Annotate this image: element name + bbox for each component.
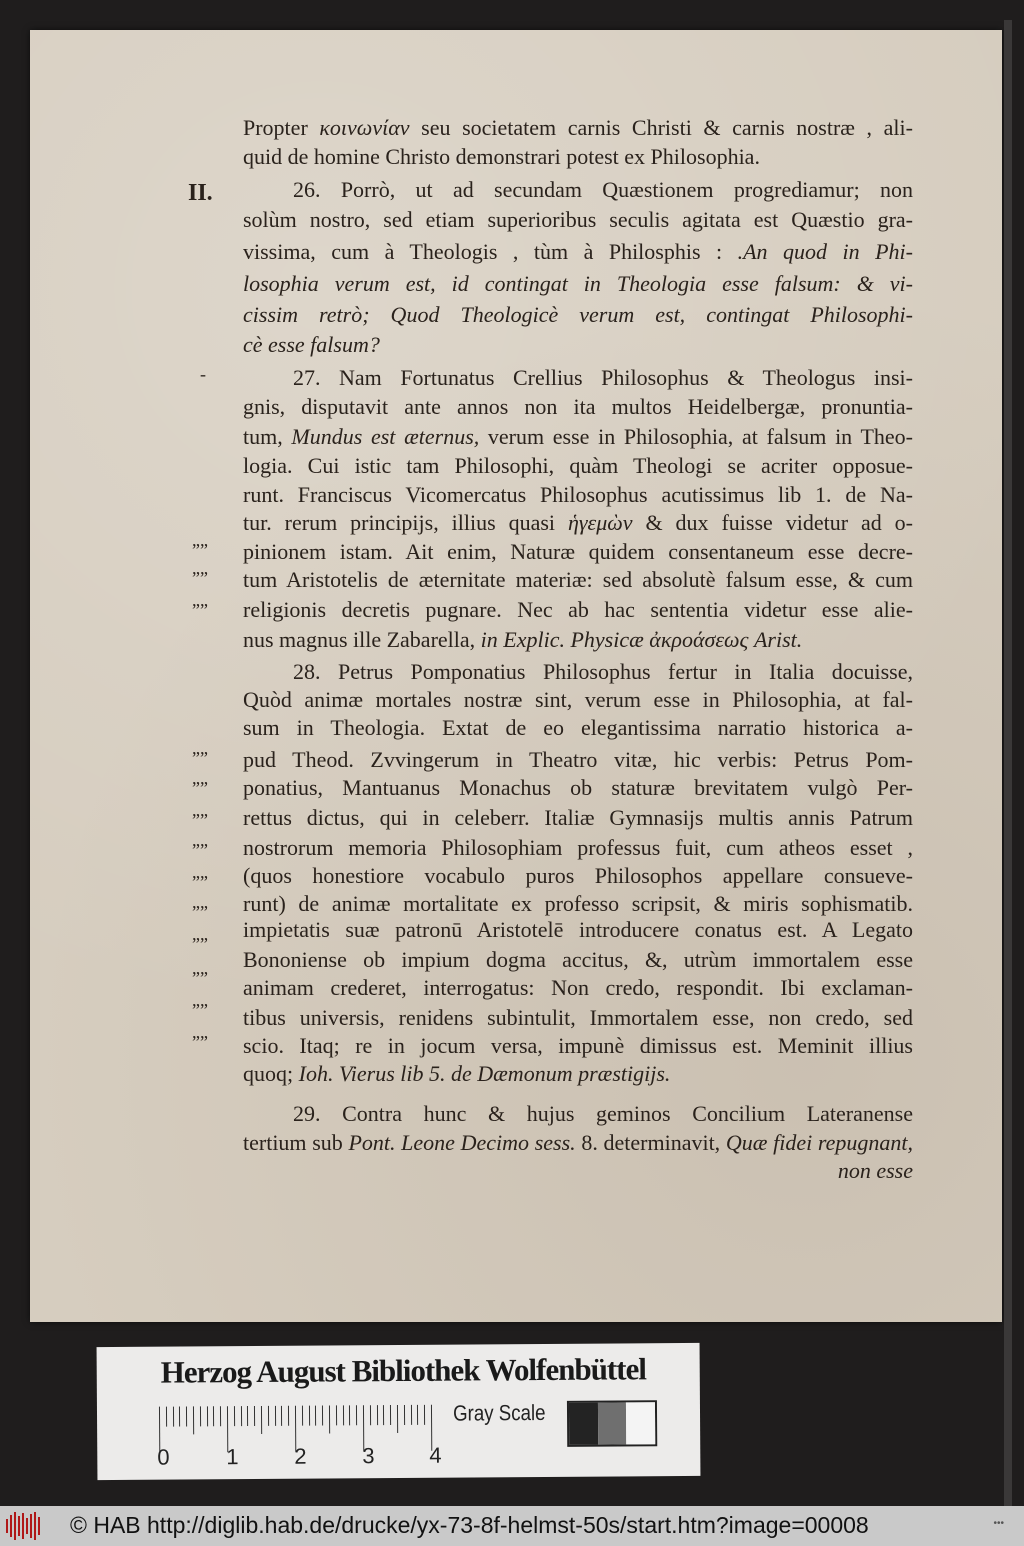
swatch-white <box>626 1402 655 1444</box>
ruler-tick <box>315 1406 316 1426</box>
ruler-tick <box>336 1405 337 1425</box>
copyright-url[interactable]: © HAB http://diglib.hab.de/drucke/yx-73-8f-helmst-50s/start.htm?image=00008 <box>70 1512 869 1538</box>
text-segment: religionis decretis pugnare. Nec ab hac sententia videtur esse alie- <box>243 597 913 622</box>
text-line <box>243 332 913 358</box>
text-line <box>243 510 913 536</box>
text-segment: Quòd animæ mortales nostræ sint, verum esse in Philosophia, at fal- <box>243 687 913 712</box>
text-line <box>243 453 913 479</box>
margin-quote-mark: ”” <box>192 934 208 954</box>
ruler-tick <box>200 1406 201 1426</box>
text-segment: 8. determinavit, <box>575 1130 726 1155</box>
logo-bar <box>22 1513 24 1539</box>
text-segment: solùm nostro, sed etiam superioribus seculis agitata est Quæstio gra- <box>243 207 913 232</box>
logo-bar <box>14 1512 16 1540</box>
text-line <box>243 1061 913 1087</box>
text-segment: tertium sub <box>243 1130 349 1155</box>
text-segment: runt) de animæ mortalitate ex professo scripsit, & miris sophismatib. <box>243 891 913 916</box>
text-segment: quid de homine Christo demonstrari potest ex Philosophia. <box>243 144 760 169</box>
italic-text: in Explic. Physicæ ἀκροάσεως Arist. <box>480 627 803 652</box>
text-line <box>243 482 913 508</box>
italic-text: losophia verum est, id contingat in Theologia esse falsum: & vi- <box>243 271 913 296</box>
text-line <box>243 917 913 943</box>
ruler-tick <box>193 1406 194 1434</box>
margin-section-number: II. <box>188 180 213 206</box>
text-segment: scio. Itaq; re in jocum versa, impunè dimissus est. Meminit illius <box>243 1033 913 1058</box>
italic-text: .An quod in Phi- <box>737 239 913 264</box>
margin-quote-mark: ”” <box>192 872 208 892</box>
text-line <box>243 115 913 141</box>
text-segment: Propter <box>243 115 320 140</box>
ruler-number: 2 <box>294 1443 307 1469</box>
text-line <box>243 539 913 565</box>
hab-logo-icon <box>6 1512 46 1540</box>
text-segment: nostrorum memoria Philosophiam professus fuit, cum atheos esset , <box>243 835 913 860</box>
ruler-tick <box>241 1406 242 1426</box>
ruler-tick <box>207 1406 208 1426</box>
ruler-tick <box>261 1406 262 1434</box>
ruler-tick <box>390 1405 391 1425</box>
logo-bar <box>18 1516 20 1536</box>
text-segment: tibus universis, renidens subintulit, Immortalem esse, non credo, sed <box>243 1005 913 1030</box>
text-segment: ponatius, Mantuanus Monachus ob staturæ brevitatem vulgò Per- <box>243 775 913 800</box>
logo-bar <box>26 1518 28 1534</box>
italic-text: Pont. Leone Decimo sess. <box>348 1130 576 1155</box>
text-line <box>243 597 913 623</box>
margin-quote-mark: ”” <box>192 1000 208 1020</box>
text-segment: 29. Contra hunc & hujus geminos Concilium Lateranense <box>293 1101 913 1126</box>
gray-scale-swatches <box>567 1400 657 1447</box>
logo-bar <box>38 1517 40 1535</box>
margin-quote-mark: ”” <box>192 968 208 988</box>
text-line <box>243 975 913 1001</box>
swatch-black <box>569 1403 598 1445</box>
ruler-tick <box>281 1406 282 1426</box>
ruler-number: 4 <box>429 1442 442 1468</box>
ruler-number: 0 <box>157 1444 170 1470</box>
text-line <box>243 302 913 328</box>
text-segment: gnis, disputavit ante annos non ita multos Heidelbergæ, pronuntia- <box>243 394 913 419</box>
margin-quote-mark: ”” <box>192 840 208 860</box>
color-calibration-card <box>97 1343 701 1480</box>
margin-quote-mark: ”” <box>192 748 208 768</box>
text-line <box>243 394 913 420</box>
ruler-tick <box>268 1406 269 1426</box>
ruler-tick <box>309 1406 310 1426</box>
ruler-tick <box>322 1406 323 1426</box>
ruler-tick <box>275 1406 276 1426</box>
text-segment: 28. Petrus Pomponatius Philosophus fertur in Italia docuisse, <box>293 659 913 684</box>
ruler-tick <box>173 1407 174 1427</box>
logo-bar <box>10 1515 12 1537</box>
ruler-tick <box>383 1405 384 1425</box>
ruler-number: 1 <box>226 1444 239 1470</box>
text-line <box>243 424 913 450</box>
swatch-gray <box>598 1402 627 1444</box>
ruler-tick <box>329 1405 330 1433</box>
text-segment: vissima, cum à Theologis , tùm à Philosphis : <box>243 239 738 264</box>
text-segment: nus magnus ille Zabarella, <box>243 627 481 652</box>
text-line <box>243 747 913 773</box>
ruler-tick <box>220 1406 221 1426</box>
italic-text: ἡγεμὼν <box>567 510 633 535</box>
text-segment: pinionem istam. Ait enim, Naturæ quidem consentaneum esse decre- <box>243 539 913 564</box>
ruler-tick <box>417 1405 418 1425</box>
text-line <box>243 687 913 713</box>
text-line <box>243 805 913 831</box>
italic-text: non esse <box>837 1158 913 1183</box>
text-line <box>243 891 913 917</box>
text-line <box>243 144 913 170</box>
page-edge <box>1004 20 1012 1510</box>
text-segment: runt. Franciscus Vicomercatus Philosophus acutissimus lib 1. de Na- <box>243 482 913 507</box>
italic-text: Quæ fidei repugnant, <box>725 1130 913 1155</box>
text-segment: animam crederet, interrogatus: Non credo, respondit. Ibi exclaman- <box>243 975 913 1000</box>
ruler-tick <box>349 1405 350 1425</box>
margin-quote-mark: ”” <box>192 1032 208 1052</box>
library-name: Herzog August Bibliothek Wolfenbüttel <box>160 1351 647 1390</box>
margin-quote-mark: ”” <box>192 778 208 798</box>
text-segment: seu societatem carnis Christi & carnis nostræ , ali- <box>409 115 913 140</box>
text-line <box>243 1005 913 1031</box>
text-segment: tum Aristotelis de æternitate materiæ: sed absolutè falsum esse, & cum <box>243 567 913 592</box>
ruler-tick <box>302 1406 303 1426</box>
ruler-tick <box>179 1407 180 1427</box>
logo-bar <box>6 1519 8 1533</box>
text-segment: rettus dictus, qui in celeberr. Italiæ Gymnasijs multis annis Patrum <box>243 805 913 830</box>
text-segment: Bononiense ob impium dogma accitus, &, utrùm immortalem esse <box>243 947 913 972</box>
ruler-tick <box>213 1406 214 1426</box>
ruler-tick <box>397 1405 398 1433</box>
text-segment: 27. Nam Fortunatus Crellius Philosophus & Theologus insi- <box>293 365 913 390</box>
text-line <box>243 627 913 653</box>
text-line <box>243 947 913 973</box>
text-segment: logia. Cui istic tam Philosophi, quàm Theologi se acriter opposue- <box>243 453 913 478</box>
margin-quote-mark: ”” <box>192 902 208 922</box>
text-segment: impietatis suæ patronū Aristotelē introducere conatus est. A Legato <box>243 917 913 942</box>
gray-scale-label: Gray Scale <box>452 1399 546 1426</box>
text-segment: quoq; <box>243 1061 299 1086</box>
ruler-number: 3 <box>362 1443 375 1469</box>
margin-quote-mark: ”” <box>192 810 208 830</box>
text-line <box>243 1101 913 1127</box>
logo-bar <box>34 1512 36 1540</box>
more-icon[interactable]: ••• <box>993 1518 1004 1529</box>
ruler-tick <box>234 1406 235 1426</box>
italic-text: κοινωνίαν <box>319 115 410 140</box>
margin-quote-mark: ”” <box>192 540 208 560</box>
ruler-tick <box>166 1407 167 1427</box>
text-line <box>243 567 913 593</box>
text-segment: & dux fuisse videtur ad o- <box>632 510 913 535</box>
text-segment: 26. Porrò, ut ad secundam Quæstionem progrediamur; non <box>293 177 913 202</box>
margin-quote-mark: ”” <box>192 568 208 588</box>
ruler-tick <box>404 1405 405 1425</box>
text-line <box>243 775 913 801</box>
ruler-tick <box>411 1405 412 1425</box>
text-segment: verum esse in Philosophia, at falsum in Theo- <box>479 424 913 449</box>
text-line <box>243 177 913 203</box>
ruler-tick <box>186 1406 187 1426</box>
text-line <box>243 1130 913 1156</box>
text-line <box>243 207 913 233</box>
italic-text: cè esse falsum? <box>243 332 380 357</box>
margin-quote-mark: ”” <box>192 600 208 620</box>
text-segment: (quos honestiore vocabulo puros Philosophos appellare consueve- <box>243 863 913 888</box>
ruler-tick <box>343 1405 344 1425</box>
italic-text: Ioh. Vierus lib 5. de Dæmonum præstigijs. <box>298 1061 671 1086</box>
text-line <box>243 835 913 861</box>
text-segment: tum, <box>243 424 292 449</box>
ruler-tick <box>356 1405 357 1425</box>
ruler-tick <box>288 1406 289 1426</box>
text-segment: pud Theod. Zvvingerum in Theatro vitæ, hic verbis: Petrus Pom- <box>243 747 913 772</box>
text-line <box>243 1033 913 1059</box>
logo-bar <box>30 1514 32 1538</box>
ruler-tick <box>247 1406 248 1426</box>
ruler-tick <box>424 1405 425 1425</box>
margin-dash: - <box>200 364 206 384</box>
ruler-tick <box>370 1405 371 1425</box>
italic-text: Mundus est æternus, <box>291 424 480 449</box>
text-segment: sum in Theologia. Extat de eo elegantissima narratio historica a- <box>243 715 913 740</box>
text-line <box>243 715 913 741</box>
text-line <box>243 659 913 685</box>
footer-bar <box>0 1506 1024 1546</box>
text-segment: tur. rerum principijs, illius quasi <box>243 510 568 535</box>
text-line <box>243 271 913 297</box>
ruler-tick <box>254 1406 255 1426</box>
text-line <box>243 239 913 265</box>
italic-text: cissim retrò; Quod Theologicè verum est, contingat Philosophi- <box>243 302 913 327</box>
ruler-tick <box>377 1405 378 1425</box>
text-line <box>243 365 913 391</box>
text-line <box>243 1158 913 1184</box>
text-line <box>243 863 913 889</box>
